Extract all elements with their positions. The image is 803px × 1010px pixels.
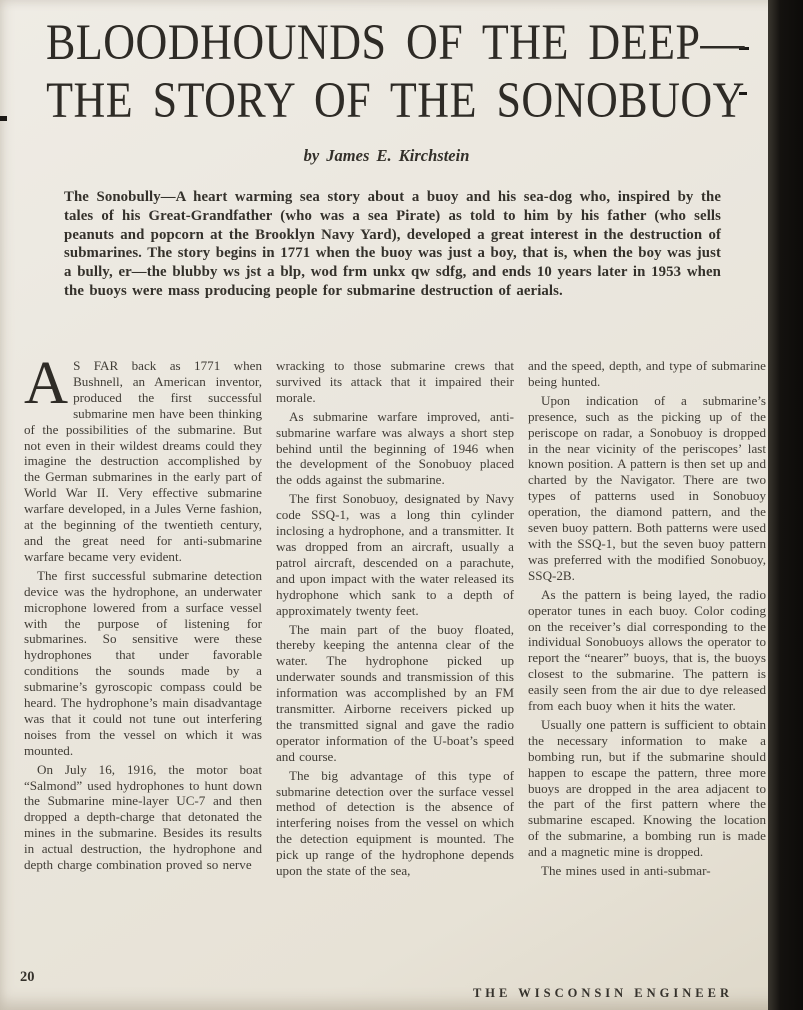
- paragraph: The mines used in anti-submar-: [541, 863, 711, 879]
- paragraph: As submarine warfare improved, anti-submarine warfare was always a short step behind until the beginning of 1946 when the development of the Sonobuoy placed the odds against the submarine.: [276, 408, 514, 488]
- magazine-name: THE WISCONSIN ENGINEER: [472, 986, 733, 1000]
- title-line-2: THE STORY OF THE SONOBUOY: [46, 72, 745, 129]
- paragraph: As the pattern is being layed, the radio operator tunes in each buoy. Color coding on the receiver’s dial corresponding to the individual Sonobuoys allows the operator to report the “nearer” buoys, that is, the buoys closest to the submarine. The pattern is easily seen from the air due to dye released from each buoy when it hits the water.: [528, 586, 766, 714]
- column-3: [528, 358, 766, 882]
- byline: by James E. Kirchstein: [303, 146, 470, 165]
- paragraph: The first successful submarine detection device was the hydrophone, an underwater microphone lowered from a surface vessel with the purpose of listening for submarines. So sensitive were these hydrophones that under favorable conditions the sounds made by a submarine’s gyroscopic compass could be heard. The hydrophone’s main disadvantage was that it could not tune out interfering noises from the vessel on which it was mounted.: [24, 567, 262, 758]
- scan-artifact: [0, 116, 7, 121]
- page-number: 20: [20, 969, 35, 985]
- paragraph: The big advantage of this type of submarine detection over the surface vessel method of detection is the absence of interfering noises from the vessel on which the detection equipment is mounted. The pick up range of the hydrophone depends upon the state of the sea,: [276, 767, 514, 879]
- paragraph: The first Sonobuoy, designated by Navy code SSQ-1, was a long thin cylinder inclosing a hydrophone, and a transmitter. It was dropped from an aircraft, usually a patrol aircraft, descended on a parachute, and upon impact with the water released its hydrophone which sank to a depth of approximately twenty feet.: [276, 491, 514, 618]
- paragraph: and the speed, depth, and type of submarine being hunted.: [528, 358, 766, 389]
- column-1: [24, 350, 262, 882]
- scan-edge-right: [768, 0, 803, 1010]
- drop-cap: A: [24, 350, 69, 417]
- paragraph: A S FAR back as 1771 when Bushnell, an American inventor, produced the first successful submarine men have been thinking of the possibilities of the submarine. But not even in their wildest dreams could they imagine the destruction accomplished by the German submarines in the early part of World War II. Very effective submarine warfare developed, in a Jules Verne fashion, at the beginning of the twentieth century, and the great need for anti-submarine warfare became very evident.: [24, 350, 262, 564]
- intro-paragraph: The Sonobully—A heart warming sea story about a buoy and his sea-dog who, inspired by the tales of his Great-Grandfather (who was a sea Pirate) as told to him by his father (who sells peanuts and popcorn at the Brooklyn Navy Yard), developed a great interest in the destruction of submarines. The story begins in 1771 when the buoy was just a boy, that is, when the boy was just a bully, er—the blubby ws jst a blp, wod frm unkx qw sdfg, and ends 10 years later in 1953 when the buoys were mass producing people for submarine destruction of aerials.: [64, 189, 721, 299]
- article-title: [0, 14, 803, 130]
- paragraph: Usually one pattern is sufficient to obtain the necessary information to make a bombing run, but if the submarine should happen to escape the pattern, three more buoys are dropped in the area adjacent to the part of the first pattern where the submarine escaped. Knowing the location of the submarine, a bombing run is made and a magnetic mine is dropped.: [528, 716, 766, 860]
- column-2: [276, 358, 514, 882]
- paragraph: wracking to those submarine crews that survived its attack that it impaired their morale.: [276, 358, 514, 405]
- title-line-1: BLOODHOUNDS OF THE DEEP—: [46, 14, 745, 71]
- paragraph: Upon indication of a submarine’s presence, such as the picking up of the periscope on radar, a Sonobuoy is dropped in the near vicinity of the periscopes’ last known position. A pattern is then set up and charted by the Navigator. There are two types of patterns used in Sonobuoy operation, the diamond pattern, and the seven buoy pattern. Both patterns were used with the SSQ-1, but the seven buoy pattern was preferred with the modified Sonobuoy, SSQ-2B.: [528, 392, 766, 583]
- article-columns: [24, 350, 766, 882]
- paragraph: The main part of the buoy floated, thereby keeping the antenna clear of the water. The hydrophone picked up underwater sounds and transmission of this information was accomplished by an FM transmitter. Airborne receivers picked up the transmitted signal and gave the radio operator information of the U-boat’s speed and course.: [276, 621, 514, 764]
- paragraph: On July 16, 1916, the motor boat “Salmond” used hydrophones to hunt down the Submarine mine-layer UC-7 and then dropped a depth-charge that detonated the mines in the submarine. Besides its results in actual destruction, the hydrophone and depth charge combination proved so nerve: [24, 761, 262, 873]
